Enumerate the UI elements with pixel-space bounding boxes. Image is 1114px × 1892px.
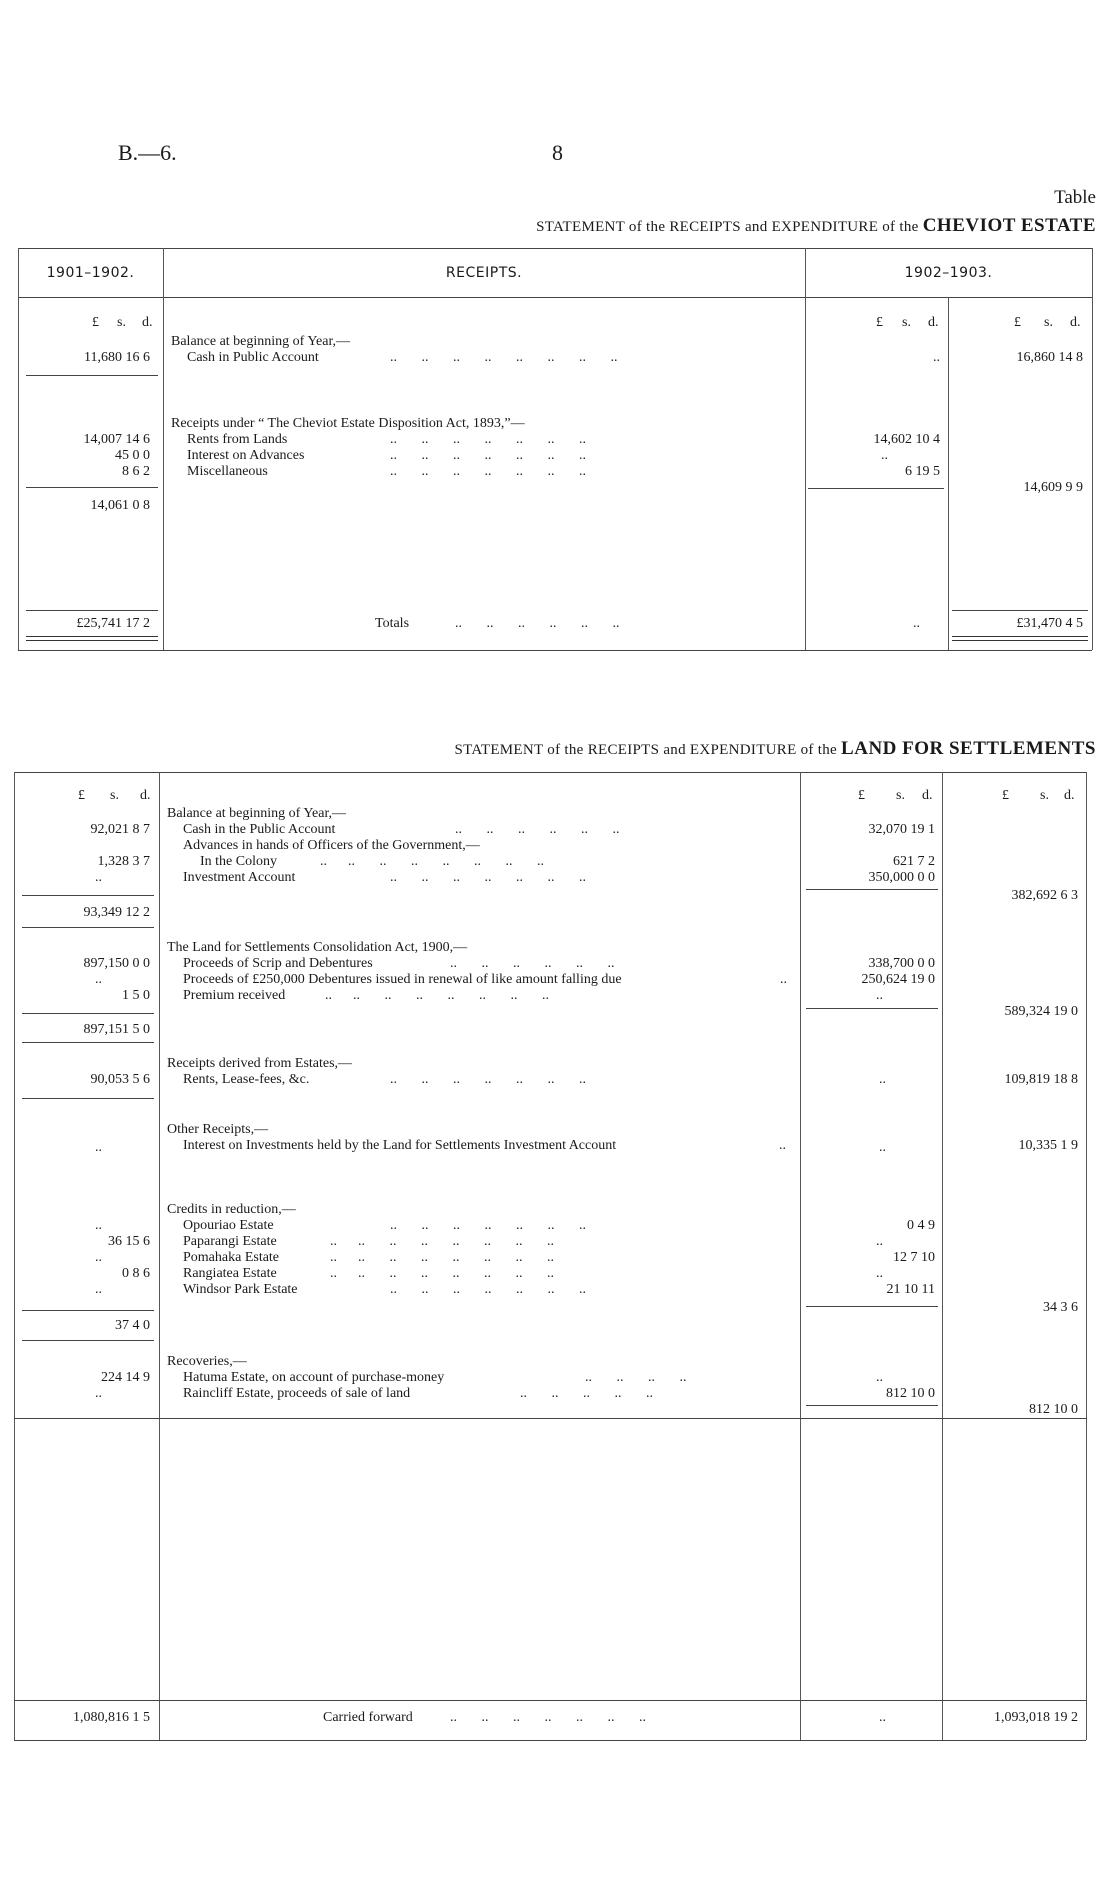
rule	[18, 297, 1092, 298]
scrip-prev: 897,150 0 0	[83, 956, 150, 971]
raincliff-cur: 812 10 0	[886, 1386, 935, 1401]
rule	[800, 772, 801, 1740]
rule	[806, 889, 938, 890]
page-number: 8	[552, 140, 563, 165]
unit-shillings: s.	[117, 315, 126, 330]
rents-cur: 109,819 18 8	[1004, 1072, 1078, 1087]
receipt-label: Miscellaneous	[187, 464, 268, 479]
unit-shillings: s.	[1040, 788, 1049, 803]
credit-label: Opouriao Estate	[183, 1218, 274, 1233]
rule	[942, 772, 943, 1740]
receipt-label: Rents from Lands	[187, 432, 288, 447]
totals-label: Totals	[375, 616, 410, 631]
leader-dots: .. .. .. .. .. .. ..	[450, 1710, 646, 1725]
cash-cur: 32,070 19 1	[868, 822, 935, 837]
leader-dots: .. .. .. .. .. .. .. ..	[330, 1266, 554, 1281]
credit-prev: ..	[95, 1218, 102, 1233]
leader-dots: .. .. .. .. .. ..	[455, 822, 620, 837]
rule	[14, 772, 1086, 773]
rule	[14, 1740, 1086, 1741]
carried-cur-inner: ..	[879, 1710, 886, 1725]
unit-shillings: s.	[110, 788, 119, 803]
balance-total-cur: 382,692 6 3	[1011, 888, 1078, 903]
rule	[22, 1310, 154, 1311]
receipt-cur: 6 19 5	[905, 464, 940, 479]
lfs-title-prefix: STATEMENT of the RECEIPTS and EXPENDITURE of the	[454, 742, 837, 758]
rule	[18, 248, 19, 650]
act-heading: Receipts under “ The Cheviot Estate Disposition Act, 1893,”—	[171, 416, 525, 431]
cash-label: Cash in Public Account	[187, 350, 319, 365]
rule	[22, 1013, 154, 1014]
unit-pence: d.	[922, 788, 933, 803]
advances-label: Advances in hands of Officers of the Government,—	[183, 838, 480, 853]
rule	[18, 248, 1092, 249]
receipt-label: Interest on Advances	[187, 448, 305, 463]
cash-label: Cash in the Public Account	[183, 822, 336, 837]
table-label: Table	[1054, 187, 1096, 208]
unit-pence: d.	[1064, 788, 1075, 803]
rule	[805, 248, 806, 650]
leader-dots: .. .. .. .. .. .. .. ..	[325, 988, 549, 1003]
leader-dots: .. .. .. .. ..	[520, 1386, 653, 1401]
interest-cur-inner: ..	[879, 1140, 886, 1155]
page-reference: B.—6.	[118, 140, 177, 165]
rule	[26, 375, 158, 376]
balance-heading: Balance at beginning of Year,—	[167, 806, 347, 821]
rule	[163, 248, 164, 650]
leader-dots: .. .. .. ..	[585, 1370, 687, 1385]
scrip-cur: 338,700 0 0	[868, 956, 935, 971]
credit-prev: ..	[95, 1250, 102, 1265]
cash-cur-inner: ..	[933, 350, 940, 365]
consol-total-cur: 589,324 19 0	[1004, 1004, 1078, 1019]
colony-cur: 621 7 2	[893, 854, 935, 869]
hatuma-prev: 224 14 9	[101, 1370, 150, 1385]
subtotal-prev: 14,061 0 8	[90, 498, 150, 513]
cash-prev: 92,021 8 7	[90, 822, 150, 837]
interest-cur: 10,335 1 9	[1018, 1138, 1078, 1153]
rule	[14, 1700, 1086, 1701]
lfs-title	[455, 738, 1097, 760]
credit-label: Paparangi Estate	[183, 1234, 277, 1249]
double-rule	[952, 636, 1088, 641]
rule	[14, 772, 15, 1740]
recoveries-heading: Recoveries,—	[167, 1354, 247, 1369]
subtotal-cur: 14,609 9 9	[1023, 480, 1083, 495]
estates-heading: Receipts derived from Estates,—	[167, 1056, 353, 1071]
leader-dots: .. .. .. .. .. .. .. ..	[330, 1250, 554, 1265]
receipt-prev: 8 6 2	[122, 464, 150, 479]
leader-dots: .. .. .. .. .. .. ..	[390, 464, 586, 479]
carried-label: Carried forward	[323, 1710, 413, 1725]
unit-pence: d.	[928, 315, 939, 330]
rule	[26, 610, 158, 611]
rule	[22, 895, 154, 896]
cheviot-title-bold: CHEVIOT ESTATE	[922, 215, 1096, 236]
rule	[22, 1042, 154, 1043]
rule	[14, 1418, 1086, 1419]
credit-cur: ..	[876, 1266, 883, 1281]
leader-dots: .. .. .. .. .. .. ..	[390, 1282, 586, 1297]
leader-dots: .. .. .. .. .. .. ..	[390, 432, 586, 447]
investment-prev: ..	[95, 870, 102, 885]
leader-dots: ..	[780, 972, 787, 987]
colony-prev: 1,328 3 7	[97, 854, 150, 869]
rule	[948, 297, 949, 650]
unit-pence: d.	[142, 315, 153, 330]
rents-cur-inner: ..	[879, 1072, 886, 1087]
credits-total-cur: 34 3 6	[1043, 1300, 1078, 1315]
rule	[808, 488, 944, 489]
leader-dots: .. .. .. .. .. .. ..	[390, 448, 586, 463]
rule	[806, 1306, 938, 1307]
balance-heading: Balance at beginning of Year,—	[171, 334, 351, 349]
leader-dots: .. .. .. .. .. .. .. ..	[330, 1234, 554, 1249]
credit-cur: 0 4 9	[907, 1218, 935, 1233]
raincliff-prev: ..	[95, 1386, 102, 1401]
unit-pound: £	[1002, 788, 1009, 803]
rule	[22, 1098, 154, 1099]
unit-shillings: s.	[902, 315, 911, 330]
unit-shillings: s.	[896, 788, 905, 803]
cash-prev: 11,680 16 6	[84, 350, 150, 365]
cash-cur: 16,860 14 8	[1016, 350, 1083, 365]
receipt-prev: 14,007 14 6	[83, 432, 150, 447]
totals-prev: £25,741 17 2	[76, 616, 150, 631]
credit-prev: 0 8 6	[122, 1266, 150, 1281]
credit-label: Rangiatea Estate	[183, 1266, 277, 1281]
col-heading-1901: 1901–1902.	[46, 265, 135, 281]
raincliff-label: Raincliff Estate, proceeds of sale of land	[183, 1386, 411, 1401]
leader-dots: ..	[779, 1138, 786, 1153]
investment-label: Investment Account	[183, 870, 296, 885]
leader-dots: .. .. .. .. .. .. ..	[390, 1218, 586, 1233]
receipt-cur: 14,602 10 4	[873, 432, 940, 447]
rents-prev: 90,053 5 6	[90, 1072, 150, 1087]
unit-pence: d.	[1070, 315, 1081, 330]
credit-label: Pomahaka Estate	[183, 1250, 280, 1265]
renewal-prev: ..	[95, 972, 102, 987]
hatuma-label: Hatuma Estate, on account of purchase-money	[183, 1370, 445, 1385]
credit-cur: ..	[876, 1234, 883, 1249]
rule	[22, 927, 154, 928]
leader-dots: .. .. .. .. .. .. ..	[390, 1072, 586, 1087]
lfs-title-bold: LAND FOR SETTLEMENTS	[841, 738, 1096, 759]
totals-cur: £31,470 4 5	[1016, 616, 1083, 631]
rule	[1092, 248, 1093, 650]
credit-cur: 12 7 10	[893, 1250, 935, 1265]
unit-pound: £	[92, 315, 99, 330]
unit-pound: £	[78, 788, 85, 803]
consol-total-prev: 897,151 5 0	[83, 1022, 150, 1037]
premium-label: Premium received	[183, 988, 286, 1003]
rule	[22, 1340, 154, 1341]
leader-dots: .. .. .. .. .. ..	[450, 956, 615, 971]
totals-cur-inner: ..	[913, 616, 920, 631]
rule	[1086, 772, 1087, 1740]
interest-label: Interest on Investments held by the Land for Settlements Investment Account	[183, 1138, 617, 1153]
double-rule	[26, 636, 158, 641]
premium-prev: 1 5 0	[122, 988, 150, 1003]
credits-heading: Credits in reduction,—	[167, 1202, 296, 1217]
cheviot-title	[536, 215, 1096, 237]
colony-label: In the Colony	[200, 854, 277, 869]
investment-cur: 350,000 0 0	[868, 870, 935, 885]
credit-prev: ..	[95, 1282, 102, 1297]
receipt-cur: ..	[881, 448, 888, 463]
premium-cur: ..	[876, 988, 883, 1003]
leader-dots: .. .. .. .. .. ..	[455, 616, 620, 631]
rule	[806, 1405, 938, 1406]
recoveries-total-cur: 812 10 0	[1029, 1402, 1078, 1417]
rule	[806, 1008, 938, 1009]
leader-dots: .. .. .. .. .. .. .. ..	[320, 854, 544, 869]
unit-pound: £	[858, 788, 865, 803]
renewal-label: Proceeds of £250,000 Debentures issued in renewal of like amount falling due	[183, 972, 622, 987]
balance-total-prev: 93,349 12 2	[83, 905, 150, 920]
rule	[952, 610, 1088, 611]
rents-label: Rents, Lease-fees, &c.	[183, 1072, 310, 1087]
consol-heading: The Land for Settlements Consolidation Act, 1900,—	[167, 940, 468, 955]
renewal-cur: 250,624 19 0	[861, 972, 935, 987]
carried-cur: 1,093,018 19 2	[994, 1710, 1078, 1725]
receipt-prev: 45 0 0	[115, 448, 150, 463]
credit-cur: 21 10 11	[886, 1282, 935, 1297]
other-heading: Other Receipts,—	[167, 1122, 269, 1137]
interest-prev: ..	[95, 1140, 102, 1155]
unit-pound: £	[876, 315, 883, 330]
unit-pence: d.	[140, 788, 151, 803]
rule	[26, 487, 158, 488]
leader-dots: .. .. .. .. .. .. ..	[390, 870, 586, 885]
credit-prev: 36 15 6	[108, 1234, 150, 1249]
credit-label: Windsor Park Estate	[183, 1282, 298, 1297]
cheviot-title-prefix: STATEMENT of the RECEIPTS and EXPENDITURE of the	[536, 219, 919, 235]
hatuma-cur: ..	[876, 1370, 883, 1385]
leader-dots: .. .. .. .. .. .. .. ..	[390, 350, 618, 365]
col-heading-1902: 1902–1903.	[904, 265, 993, 281]
unit-shillings: s.	[1044, 315, 1053, 330]
scrip-label: Proceeds of Scrip and Debentures	[183, 956, 373, 971]
carried-prev: 1,080,816 1 5	[73, 1710, 150, 1725]
rule	[159, 772, 160, 1740]
unit-pound: £	[1014, 315, 1021, 330]
credits-total-prev: 37 4 0	[115, 1318, 150, 1333]
col-heading-receipts: RECEIPTS.	[445, 265, 523, 281]
rule	[18, 650, 1092, 651]
